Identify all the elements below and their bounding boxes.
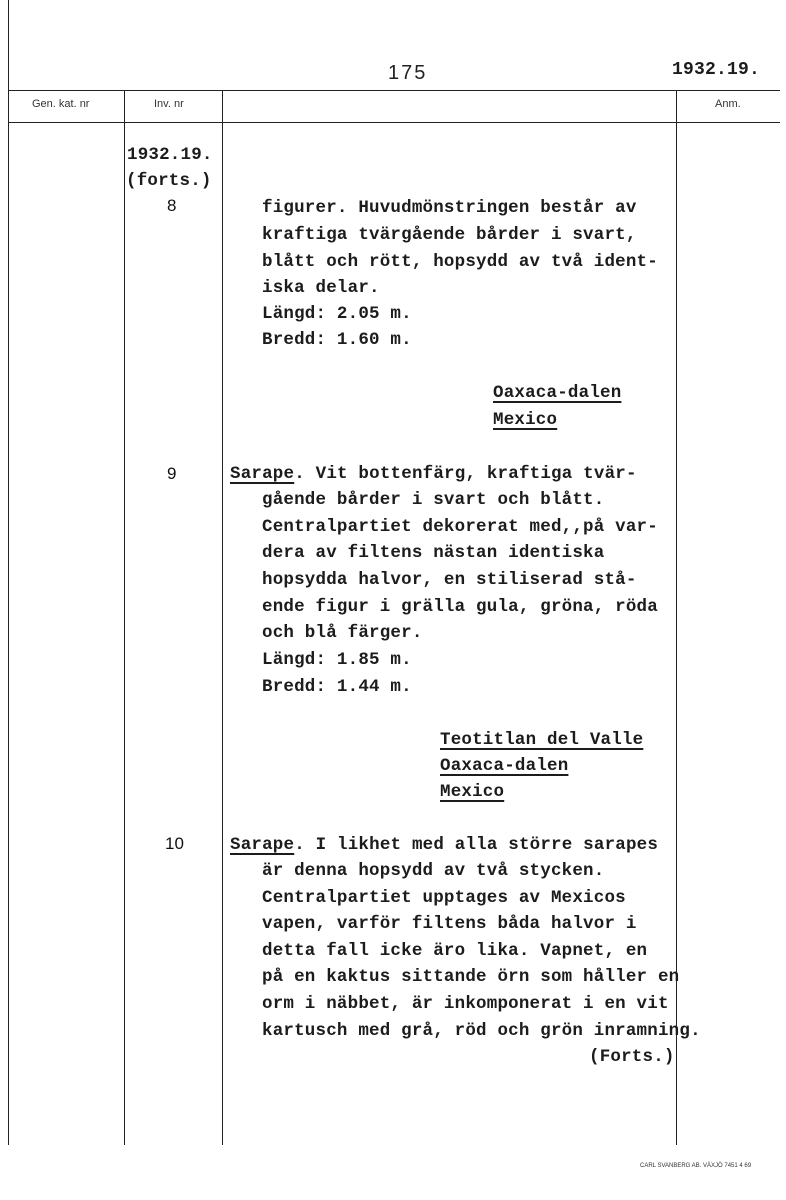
- text-line: Centralpartiet dekorerat med,,på var-: [262, 517, 658, 537]
- inv-number-8: 8: [167, 196, 177, 215]
- text-line: detta fall icke äro lika. Vapnet, en: [262, 941, 648, 961]
- text-line: orm i näbbet, är inkomponerat i en vit: [262, 994, 669, 1014]
- width-line: Bredd: 1.44 m.: [262, 677, 412, 697]
- inv-heading-continued: (forts.): [126, 171, 212, 191]
- column-header-gen-kat: Gen. kat. nr: [32, 98, 90, 110]
- place-line: Teotitlan del Valle: [440, 730, 644, 750]
- inv-number-10: 10: [165, 834, 184, 853]
- column-header-inv: Inv. nr: [154, 98, 184, 110]
- place-line: Oaxaca-dalen: [440, 756, 569, 776]
- left-margin-rule: [8, 0, 9, 1145]
- text-line: kraftiga tvärgående bårder i svart,: [262, 225, 637, 245]
- text-line: blått och rött, hopsydd av två ident-: [262, 252, 658, 272]
- text-line: . Vit bottenfärg, kraftiga tvär-: [294, 464, 637, 484]
- catalog-number: 1932.19.: [672, 60, 761, 80]
- length-line: Längd: 2.05 m.: [262, 304, 412, 324]
- inv-number-9: 9: [167, 464, 177, 483]
- column-header-anm: Anm.: [715, 98, 741, 110]
- place-line: Mexico: [493, 410, 558, 430]
- text-line: är denna hopsydd av två stycken.: [262, 861, 605, 881]
- continued-note: (Forts.): [589, 1047, 675, 1067]
- text-line: iska delar.: [262, 278, 380, 298]
- text-line: gående bårder i svart och blått.: [262, 490, 605, 510]
- place-line: Oaxaca-dalen: [493, 383, 622, 403]
- printer-imprint: CARL SVANBERG AB. VÄXJÖ 7451 4 69: [640, 1163, 752, 1169]
- inv-heading-number: 1932.19.: [127, 145, 213, 165]
- object-term: Sarape: [230, 835, 295, 855]
- col-divider-inv-text: [222, 90, 223, 1145]
- object-term: Sarape: [230, 464, 295, 484]
- text-line: Centralpartiet upptages av Mexicos: [262, 888, 626, 908]
- col-divider-gen-inv: [124, 90, 125, 1145]
- entry-9-first-line: [230, 464, 637, 484]
- text-line: vapen, varför filtens båda halvor i: [262, 914, 637, 934]
- text-line: och blå färger.: [262, 623, 423, 643]
- text-line: kartusch med grå, röd och grön inramning.: [262, 1021, 701, 1041]
- length-line: Längd: 1.85 m.: [262, 650, 412, 670]
- width-line: Bredd: 1.60 m.: [262, 330, 412, 350]
- text-line: ende figur i grälla gula, gröna, röda: [262, 597, 658, 617]
- text-line: figurer. Huvudmönstringen består av: [262, 198, 637, 218]
- text-line: . I likhet med alla större sarapes: [294, 835, 659, 855]
- text-line: dera av filtens nästan identiska: [262, 543, 605, 563]
- entry-10-first-line: [230, 835, 658, 855]
- place-line: Mexico: [440, 782, 505, 802]
- text-line: på en kaktus sittande örn som håller en: [262, 967, 680, 987]
- page-number: 175: [388, 62, 428, 84]
- text-line: hopsydda halvor, en stiliserad stå-: [262, 570, 637, 590]
